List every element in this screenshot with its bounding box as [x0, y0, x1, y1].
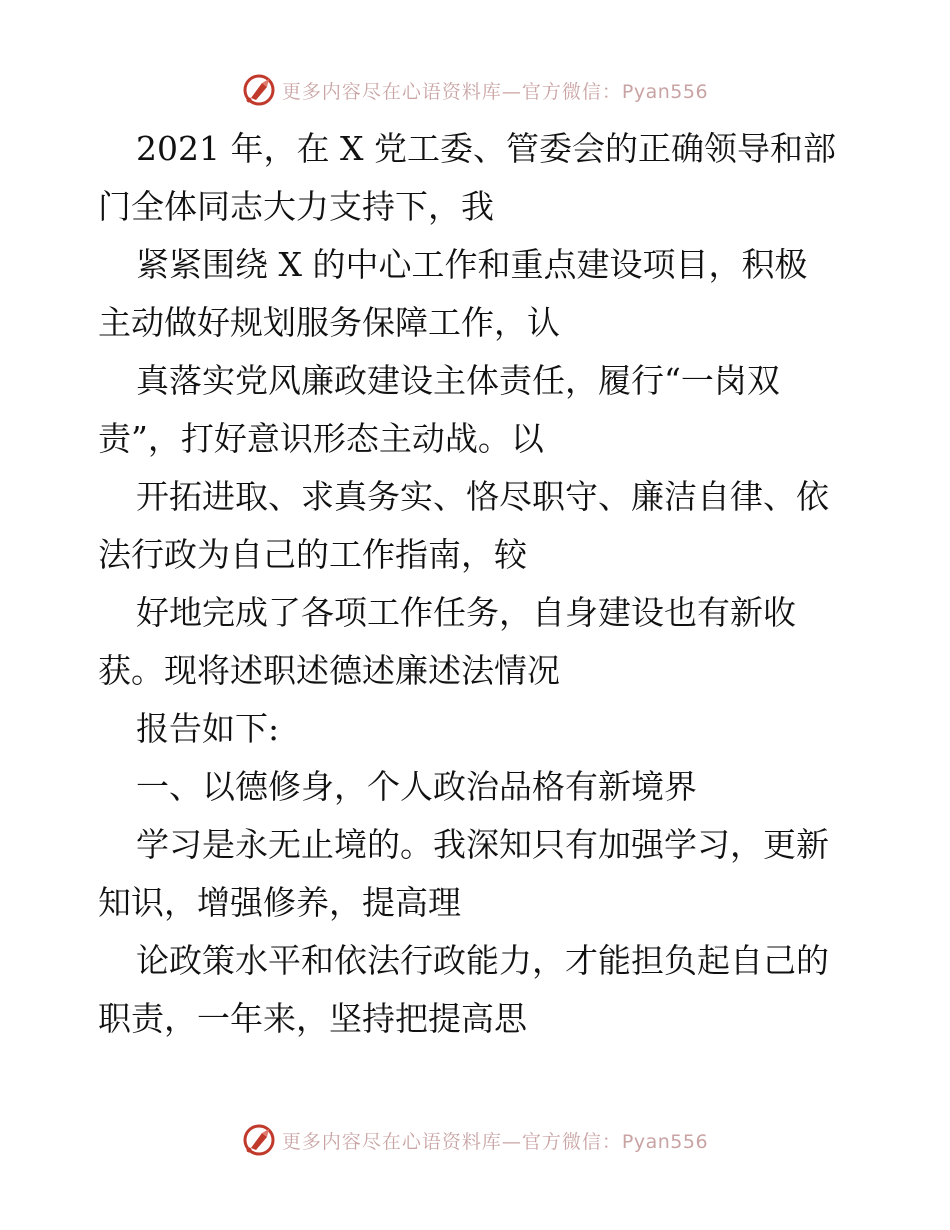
text-line-6: 责”，打好意识形态主动战。以	[98, 419, 544, 458]
text-line-13: 学习是永无止境的。我深知只有加强学习，更新	[136, 825, 829, 864]
text-line-14: 知识，增强修养，提高理	[98, 883, 461, 922]
watermark-label: 更多内容尽在心语资料库—官方微信：Pyan556	[281, 1130, 709, 1153]
text-line-7: 开拓进取、求真务实、恪尽职守、廉洁自律、依	[136, 477, 829, 516]
text-line-1: 2021 年，在 X 党工委、管委会的正确领导和部	[136, 129, 836, 168]
text-line-9: 好地完成了各项工作任务，自身建设也有新收	[136, 593, 796, 632]
text-line-2: 门全体同志大力支持下，我	[98, 187, 494, 226]
text-line-16: 职责，一年来，坚持把提高思	[98, 999, 527, 1038]
watermark-handle: Pyan556	[621, 1130, 709, 1153]
text-line-8: 法行政为自己的工作指南，较	[98, 535, 527, 574]
header-watermark	[0, 70, 950, 110]
text-line-5: 真落实党风廉政建设主体责任，履行“一岗双	[136, 361, 780, 400]
pen-nib-logo-icon	[242, 73, 276, 107]
text-line-15: 论政策水平和依法行政能力，才能担负起自己的	[136, 941, 829, 980]
text-line-10: 获。现将述职述德述廉述法情况	[98, 651, 560, 690]
text-line-3: 紧紧围绕 X 的中心工作和重点建设项目，积极	[136, 245, 808, 284]
watermark-handle: Pyan556	[621, 80, 709, 103]
footer-watermark	[0, 1120, 950, 1160]
text-line-4: 主动做好规划服务保障工作，认	[98, 303, 560, 342]
section-heading: 一、以德修身，个人政治品格有新境界	[136, 767, 697, 806]
document-body	[98, 120, 858, 1048]
pen-nib-logo-icon	[242, 1123, 276, 1157]
watermark-label: 更多内容尽在心语资料库—官方微信：Pyan556	[281, 80, 709, 103]
text-line-11: 报告如下:	[136, 709, 280, 748]
